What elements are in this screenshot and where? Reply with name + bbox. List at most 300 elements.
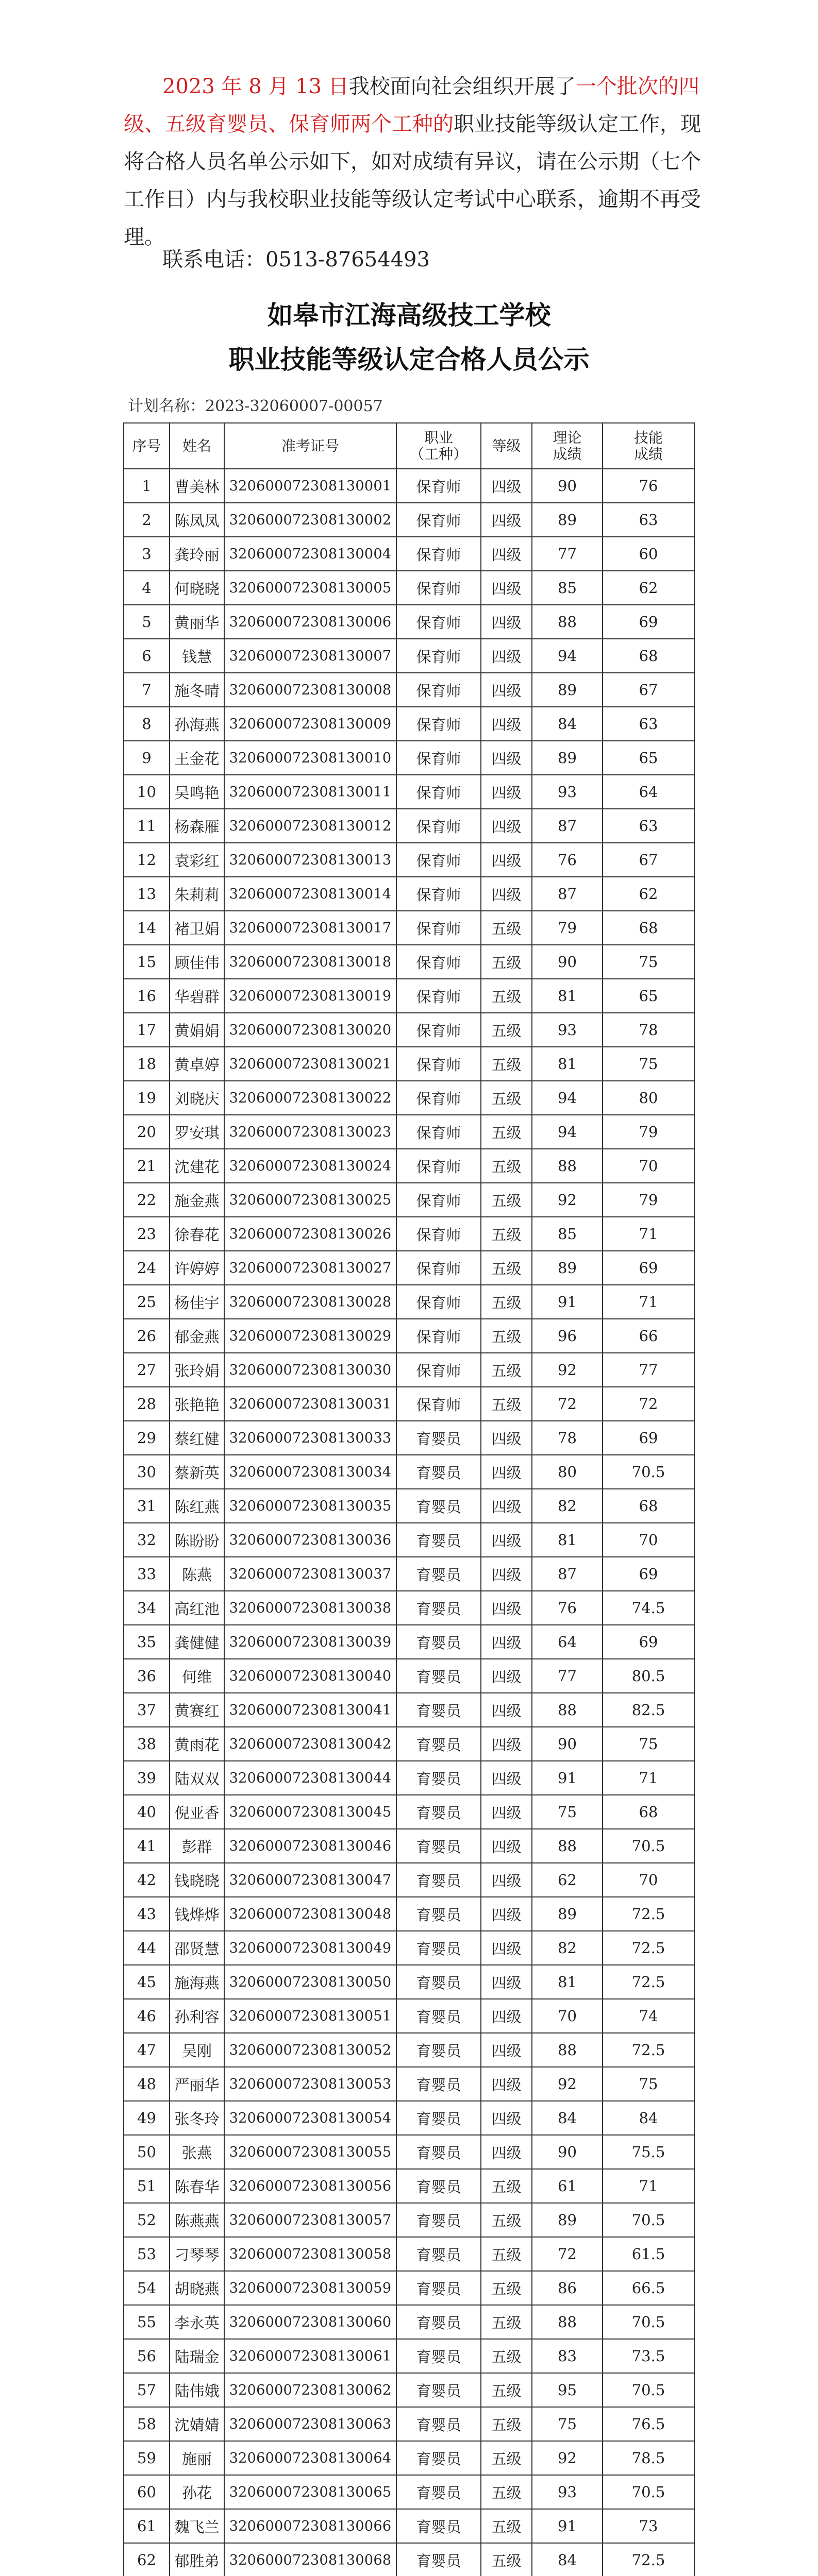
cell-cert: 320600072308130009	[224, 707, 396, 741]
cell-level: 五级	[481, 2305, 532, 2339]
cell-skill: 70.5	[603, 2373, 694, 2407]
cell-job: 育婴员	[396, 1523, 481, 1557]
cell-level: 五级	[481, 945, 532, 979]
cell-theory: 94	[532, 1115, 603, 1149]
cell-theory: 85	[532, 1217, 603, 1251]
cell-seq: 41	[124, 1829, 170, 1863]
header-name: 姓名	[170, 423, 224, 469]
table-row	[124, 639, 694, 673]
cell-name: 黄卓婷	[170, 1047, 224, 1081]
cell-name: 邵贤慧	[170, 1931, 224, 1965]
cell-theory: 87	[532, 877, 603, 911]
cell-skill: 69	[603, 1557, 694, 1591]
cell-cert: 320600072308130052	[224, 2033, 396, 2067]
cell-theory: 88	[532, 2305, 603, 2339]
cell-seq: 39	[124, 1761, 170, 1795]
cell-name: 杨森雁	[170, 809, 224, 843]
table-row	[124, 2203, 694, 2237]
cell-level: 五级	[481, 1115, 532, 1149]
cell-seq: 32	[124, 1523, 170, 1557]
cell-skill: 71	[603, 1285, 694, 1319]
cell-theory: 83	[532, 2339, 603, 2373]
cell-cert: 320600072308130005	[224, 571, 396, 605]
table-row	[124, 1319, 694, 1353]
cell-cert: 320600072308130037	[224, 1557, 396, 1591]
cell-name: 陈燕燕	[170, 2203, 224, 2237]
table-row	[124, 2305, 694, 2339]
cell-name: 钱慧	[170, 639, 224, 673]
cell-cert: 320600072308130054	[224, 2101, 396, 2135]
notice-date: 2023 年 8 月 13 日	[162, 75, 349, 98]
cell-job: 育婴员	[396, 2135, 481, 2169]
cell-theory: 72	[532, 2237, 603, 2271]
header-seq: 序号	[124, 423, 170, 469]
cell-level: 五级	[481, 1251, 532, 1285]
cell-level: 五级	[481, 1183, 532, 1217]
cell-seq: 58	[124, 2407, 170, 2441]
cell-level: 四级	[481, 2135, 532, 2169]
cell-cert: 320600072308130034	[224, 1455, 396, 1489]
cell-name: 龚健健	[170, 1625, 224, 1659]
cell-theory: 92	[532, 2441, 603, 2475]
cell-cert: 320600072308130001	[224, 469, 396, 503]
cell-seq: 1	[124, 469, 170, 503]
cell-level: 四级	[481, 639, 532, 673]
cell-theory: 76	[532, 843, 603, 877]
cell-theory: 89	[532, 741, 603, 775]
cell-skill: 70	[603, 1523, 694, 1557]
cell-skill: 82.5	[603, 1693, 694, 1727]
cell-name: 杨佳宇	[170, 1285, 224, 1319]
cell-skill: 70.5	[603, 2305, 694, 2339]
cell-theory: 89	[532, 2203, 603, 2237]
cell-cert: 320600072308130026	[224, 1217, 396, 1251]
cell-theory: 64	[532, 1625, 603, 1659]
cell-theory: 91	[532, 1761, 603, 1795]
cell-name: 张玲娟	[170, 1353, 224, 1387]
cell-job: 育婴员	[396, 2441, 481, 2475]
cell-seq: 48	[124, 2067, 170, 2101]
cell-job: 保育师	[396, 1047, 481, 1081]
cell-name: 倪亚香	[170, 1795, 224, 1829]
cell-theory: 70	[532, 1999, 603, 2033]
cell-cert: 320600072308130064	[224, 2441, 396, 2475]
cell-level: 五级	[481, 1353, 532, 1387]
header-level: 等级	[481, 423, 532, 469]
cell-job: 育婴员	[396, 2305, 481, 2339]
cell-seq: 33	[124, 1557, 170, 1591]
table-row	[124, 2169, 694, 2203]
cell-job: 育婴员	[396, 2237, 481, 2271]
cell-name: 黄雨花	[170, 1727, 224, 1761]
cell-job: 育婴员	[396, 2543, 481, 2576]
cell-level: 四级	[481, 1693, 532, 1727]
table-row	[124, 1965, 694, 1999]
cell-skill: 63	[603, 503, 694, 537]
cell-seq: 59	[124, 2441, 170, 2475]
plan-number: 计划名称：2023-32060007-00057	[128, 397, 383, 415]
cell-seq: 24	[124, 1251, 170, 1285]
cell-job: 育婴员	[396, 2509, 481, 2543]
cell-cert: 320600072308130040	[224, 1659, 396, 1693]
cell-cert: 320600072308130014	[224, 877, 396, 911]
cell-cert: 320600072308130066	[224, 2509, 396, 2543]
cell-name: 许婷婷	[170, 1251, 224, 1285]
cell-cert: 320600072308130057	[224, 2203, 396, 2237]
table-row	[124, 673, 694, 707]
table-row	[124, 2135, 694, 2169]
cell-seq: 4	[124, 571, 170, 605]
cell-job: 保育师	[396, 469, 481, 503]
table-row	[124, 1081, 694, 1115]
table-row	[124, 2475, 694, 2509]
cell-cert: 320600072308130010	[224, 741, 396, 775]
cell-level: 五级	[481, 2407, 532, 2441]
table-row	[124, 1863, 694, 1897]
cell-skill: 76	[603, 469, 694, 503]
table-row	[124, 1047, 694, 1081]
cell-theory: 90	[532, 1727, 603, 1761]
cell-level: 四级	[481, 1455, 532, 1489]
cell-cert: 320600072308130050	[224, 1965, 396, 1999]
qualified-roster-table	[123, 422, 695, 2576]
cell-job: 保育师	[396, 605, 481, 639]
cell-level: 四级	[481, 775, 532, 809]
table-row	[124, 877, 694, 911]
table-row	[124, 1931, 694, 1965]
cell-job: 保育师	[396, 1319, 481, 1353]
cell-seq: 47	[124, 2033, 170, 2067]
cell-theory: 77	[532, 1659, 603, 1693]
table-row	[124, 2441, 694, 2475]
cell-name: 蔡红健	[170, 1421, 224, 1455]
cell-skill: 72.5	[603, 2543, 694, 2576]
cell-name: 孙花	[170, 2475, 224, 2509]
cell-job: 育婴员	[396, 1693, 481, 1727]
cell-skill: 72.5	[603, 1897, 694, 1931]
cell-level: 五级	[481, 2169, 532, 2203]
cell-seq: 57	[124, 2373, 170, 2407]
cell-job: 育婴员	[396, 2271, 481, 2305]
cell-name: 魏飞兰	[170, 2509, 224, 2543]
cell-cert: 320600072308130047	[224, 1863, 396, 1897]
cell-seq: 26	[124, 1319, 170, 1353]
cell-seq: 37	[124, 1693, 170, 1727]
cell-theory: 90	[532, 469, 603, 503]
cell-theory: 88	[532, 2033, 603, 2067]
cell-level: 四级	[481, 1761, 532, 1795]
cell-seq: 10	[124, 775, 170, 809]
cell-level: 五级	[481, 2203, 532, 2237]
table-row	[124, 503, 694, 537]
cell-seq: 13	[124, 877, 170, 911]
cell-skill: 78	[603, 1013, 694, 1047]
cell-level: 四级	[481, 673, 532, 707]
cell-skill: 69	[603, 1625, 694, 1659]
cell-theory: 87	[532, 809, 603, 843]
cell-seq: 2	[124, 503, 170, 537]
cell-cert: 320600072308130061	[224, 2339, 396, 2373]
cell-seq: 34	[124, 1591, 170, 1625]
cell-cert: 320600072308130012	[224, 809, 396, 843]
cell-theory: 94	[532, 639, 603, 673]
cell-cert: 320600072308130062	[224, 2373, 396, 2407]
table-row	[124, 979, 694, 1013]
cell-level: 五级	[481, 2271, 532, 2305]
cell-name: 蔡新英	[170, 1455, 224, 1489]
cell-name: 黄娟娟	[170, 1013, 224, 1047]
cell-level: 四级	[481, 1727, 532, 1761]
cell-cert: 320600072308130059	[224, 2271, 396, 2305]
header-job-line1: 职业	[424, 429, 453, 446]
cell-level: 四级	[481, 571, 532, 605]
cell-skill: 84	[603, 2101, 694, 2135]
cell-job: 保育师	[396, 1353, 481, 1387]
cell-job: 保育师	[396, 945, 481, 979]
table-row	[124, 1353, 694, 1387]
table-row	[124, 1523, 694, 1557]
cell-theory: 89	[532, 503, 603, 537]
table-row	[124, 1625, 694, 1659]
cell-level: 四级	[481, 843, 532, 877]
cell-name: 张冬玲	[170, 2101, 224, 2135]
cell-theory: 84	[532, 2101, 603, 2135]
cell-level: 五级	[481, 1149, 532, 1183]
cell-skill: 70.5	[603, 1829, 694, 1863]
table-row	[124, 469, 694, 503]
cell-job: 保育师	[396, 1285, 481, 1319]
cell-skill: 69	[603, 605, 694, 639]
cell-seq: 18	[124, 1047, 170, 1081]
cell-seq: 31	[124, 1489, 170, 1523]
cell-cert: 320600072308130025	[224, 1183, 396, 1217]
cell-level: 四级	[481, 537, 532, 571]
cell-seq: 51	[124, 2169, 170, 2203]
cell-skill: 65	[603, 979, 694, 1013]
cell-skill: 62	[603, 877, 694, 911]
cell-skill: 66.5	[603, 2271, 694, 2305]
cell-theory: 75	[532, 1795, 603, 1829]
cell-skill: 62	[603, 571, 694, 605]
table-row	[124, 1285, 694, 1319]
table-row	[124, 537, 694, 571]
cell-job: 育婴员	[396, 1557, 481, 1591]
cell-job: 育婴员	[396, 1863, 481, 1897]
cell-level: 四级	[481, 605, 532, 639]
cell-job: 育婴员	[396, 1625, 481, 1659]
cell-skill: 73.5	[603, 2339, 694, 2373]
cell-job: 保育师	[396, 1149, 481, 1183]
cell-level: 五级	[481, 1217, 532, 1251]
cell-seq: 6	[124, 639, 170, 673]
cell-skill: 71	[603, 1761, 694, 1795]
cell-level: 五级	[481, 1047, 532, 1081]
cell-cert: 320600072308130056	[224, 2169, 396, 2203]
cell-name: 孙海燕	[170, 707, 224, 741]
cell-skill: 70.5	[603, 2203, 694, 2237]
cell-skill: 68	[603, 1795, 694, 1829]
table-header-row	[124, 423, 694, 469]
cell-theory: 94	[532, 1081, 603, 1115]
cell-theory: 84	[532, 2543, 603, 2576]
cell-theory: 92	[532, 2067, 603, 2101]
cell-seq: 62	[124, 2543, 170, 2576]
cell-job: 保育师	[396, 843, 481, 877]
cell-seq: 45	[124, 1965, 170, 1999]
cell-seq: 56	[124, 2339, 170, 2373]
cell-job: 育婴员	[396, 1761, 481, 1795]
cell-theory: 93	[532, 2475, 603, 2509]
cell-theory: 91	[532, 1285, 603, 1319]
cell-job: 保育师	[396, 979, 481, 1013]
cell-level: 四级	[481, 2101, 532, 2135]
cell-seq: 44	[124, 1931, 170, 1965]
cell-level: 五级	[481, 2441, 532, 2475]
cell-cert: 320600072308130041	[224, 1693, 396, 1727]
cell-skill: 74	[603, 1999, 694, 2033]
cell-cert: 320600072308130022	[224, 1081, 396, 1115]
cell-name: 钱烨烨	[170, 1897, 224, 1931]
table-row	[124, 1795, 694, 1829]
cell-seq: 17	[124, 1013, 170, 1047]
cell-level: 四级	[481, 503, 532, 537]
cell-job: 保育师	[396, 537, 481, 571]
cell-name: 施海燕	[170, 1965, 224, 1999]
cell-name: 黄赛红	[170, 1693, 224, 1727]
cell-name: 王金花	[170, 741, 224, 775]
table-row	[124, 2509, 694, 2543]
cell-cert: 320600072308130028	[224, 1285, 396, 1319]
cell-job: 育婴员	[396, 1897, 481, 1931]
cell-cert: 320600072308130039	[224, 1625, 396, 1659]
cell-theory: 82	[532, 1489, 603, 1523]
cell-seq: 8	[124, 707, 170, 741]
cell-name: 郁金燕	[170, 1319, 224, 1353]
cell-cert: 320600072308130027	[224, 1251, 396, 1285]
cell-level: 四级	[481, 1625, 532, 1659]
cell-cert: 320600072308130008	[224, 673, 396, 707]
cell-skill: 65	[603, 741, 694, 775]
cell-skill: 66	[603, 1319, 694, 1353]
cell-skill: 68	[603, 639, 694, 673]
cell-skill: 63	[603, 809, 694, 843]
cell-theory: 61	[532, 2169, 603, 2203]
cell-name: 褚卫娟	[170, 911, 224, 945]
cell-job: 保育师	[396, 503, 481, 537]
cell-level: 四级	[481, 1999, 532, 2033]
cell-skill: 67	[603, 673, 694, 707]
header-skill-line1: 技能	[633, 429, 663, 446]
cell-name: 李永英	[170, 2305, 224, 2339]
cell-theory: 82	[532, 1931, 603, 1965]
notice-text-b: 职业技能等级认定工作，现将合格人员名单公示如下，如对成绩有异议，请在公示期（七个工作日）内与我校职业技能等级认定考试中心联系，逾期不再受理。	[124, 112, 701, 249]
cell-name: 陈红燕	[170, 1489, 224, 1523]
cell-job: 育婴员	[396, 1455, 481, 1489]
cell-level: 五级	[481, 911, 532, 945]
cell-cert: 320600072308130024	[224, 1149, 396, 1183]
cell-theory: 87	[532, 1557, 603, 1591]
cell-job: 保育师	[396, 741, 481, 775]
cell-skill: 75	[603, 1047, 694, 1081]
header-skill	[603, 423, 694, 469]
cell-level: 五级	[481, 1387, 532, 1421]
cell-theory: 81	[532, 979, 603, 1013]
cell-skill: 77	[603, 1353, 694, 1387]
table-row	[124, 1659, 694, 1693]
cell-seq: 12	[124, 843, 170, 877]
cell-cert: 320600072308130033	[224, 1421, 396, 1455]
cell-skill: 79	[603, 1115, 694, 1149]
cell-skill: 60	[603, 537, 694, 571]
cell-theory: 93	[532, 775, 603, 809]
contact-line	[162, 243, 430, 273]
cell-skill: 69	[603, 1421, 694, 1455]
cell-job: 育婴员	[396, 2203, 481, 2237]
cell-cert: 320600072308130036	[224, 1523, 396, 1557]
cell-seq: 50	[124, 2135, 170, 2169]
cell-level: 四级	[481, 1557, 532, 1591]
table-row	[124, 1897, 694, 1931]
cell-theory: 89	[532, 1897, 603, 1931]
table-row	[124, 1387, 694, 1421]
cell-cert: 320600072308130013	[224, 843, 396, 877]
cell-name: 何维	[170, 1659, 224, 1693]
header-job	[396, 423, 481, 469]
cell-seq: 9	[124, 741, 170, 775]
table-row	[124, 843, 694, 877]
cell-name: 袁彩红	[170, 843, 224, 877]
cell-job: 保育师	[396, 707, 481, 741]
cell-seq: 54	[124, 2271, 170, 2305]
table-row	[124, 1217, 694, 1251]
cell-theory: 72	[532, 1387, 603, 1421]
cell-name: 曹美林	[170, 469, 224, 503]
cell-job: 保育师	[396, 877, 481, 911]
cell-job: 育婴员	[396, 2339, 481, 2373]
cell-skill: 63	[603, 707, 694, 741]
header-theory-line2: 成绩	[553, 445, 582, 463]
cell-theory: 86	[532, 2271, 603, 2305]
cell-job: 育婴员	[396, 1489, 481, 1523]
cell-seq: 55	[124, 2305, 170, 2339]
cell-cert: 320600072308130051	[224, 1999, 396, 2033]
cell-job: 育婴员	[396, 1965, 481, 1999]
table-row	[124, 1591, 694, 1625]
cell-job: 育婴员	[396, 1931, 481, 1965]
cell-cert: 320600072308130063	[224, 2407, 396, 2441]
header-theory-line1: 理论	[553, 429, 582, 446]
cell-seq: 36	[124, 1659, 170, 1693]
cell-job: 保育师	[396, 775, 481, 809]
cell-skill: 67	[603, 843, 694, 877]
cell-seq: 49	[124, 2101, 170, 2135]
table-row	[124, 2067, 694, 2101]
cell-theory: 91	[532, 2509, 603, 2543]
cell-name: 张燕	[170, 2135, 224, 2169]
cell-level: 四级	[481, 1421, 532, 1455]
cell-skill: 72.5	[603, 2033, 694, 2067]
cell-level: 四级	[481, 877, 532, 911]
cell-level: 四级	[481, 707, 532, 741]
cell-theory: 75	[532, 2407, 603, 2441]
cell-skill: 64	[603, 775, 694, 809]
cell-skill: 70.5	[603, 2475, 694, 2509]
cell-level: 四级	[481, 809, 532, 843]
cell-name: 沈建花	[170, 1149, 224, 1183]
header-cert: 准考证号	[224, 423, 396, 469]
cell-seq: 21	[124, 1149, 170, 1183]
cell-name: 陆瑞金	[170, 2339, 224, 2373]
